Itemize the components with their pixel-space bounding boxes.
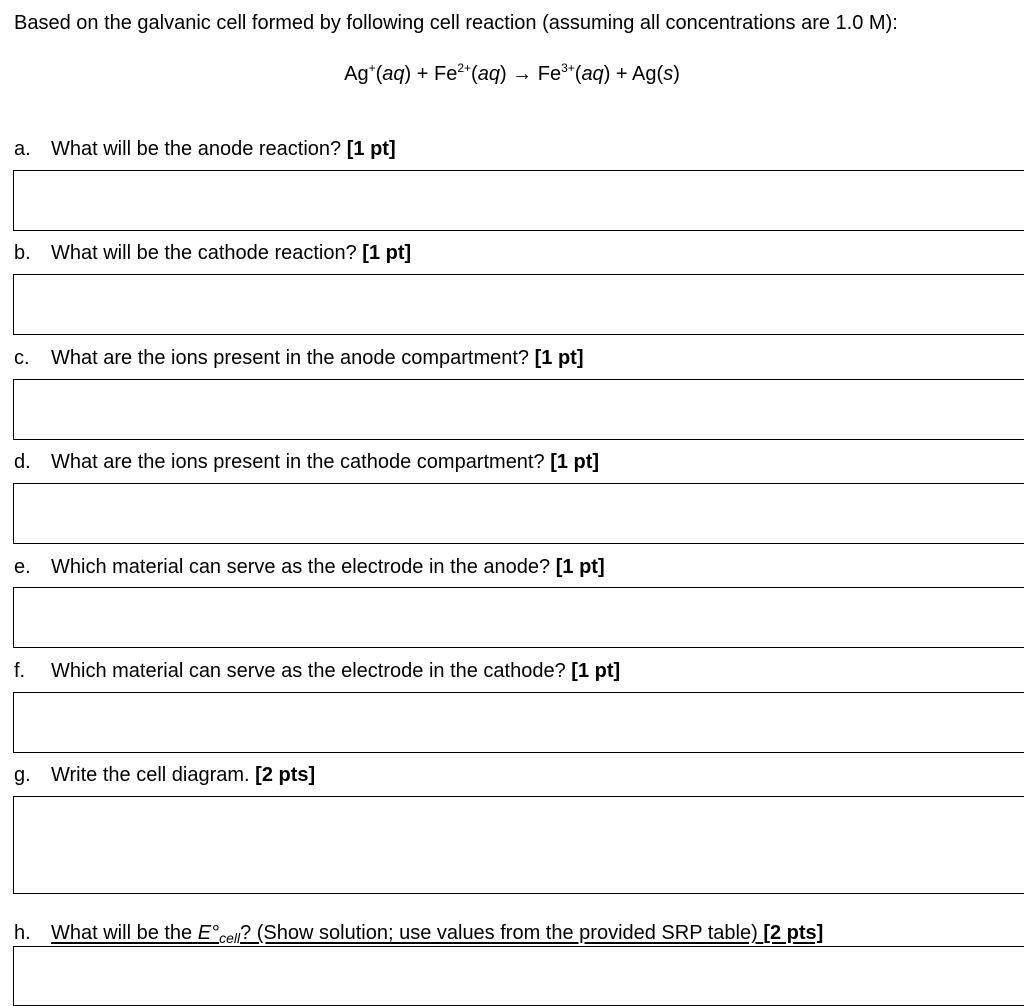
intro-text: Based on the galvanic cell formed by following cell reaction (assuming all concentrations are 1.0 M): xyxy=(14,12,898,34)
answer-box-e[interactable] xyxy=(13,587,1024,648)
answer-box-f[interactable] xyxy=(13,692,1024,753)
question-text-after: ? (Show solution; use values from the provided SRP table) xyxy=(240,922,758,944)
reactant-ag-charge: + xyxy=(368,61,376,75)
question-letter: c. xyxy=(14,347,30,369)
product-fe: Fe xyxy=(537,63,562,85)
answer-box-g[interactable] xyxy=(13,796,1024,894)
answer-box-c[interactable] xyxy=(13,379,1024,440)
question-letter: b. xyxy=(14,242,31,264)
question-b xyxy=(14,240,411,266)
question-points: [1 pt] xyxy=(571,660,621,682)
question-points: [1 pt] xyxy=(362,242,412,264)
cell-reaction-equation: $Ag^+(aq) + Fe^{2+}(aq) \to Fe^{3+}(aq) + Ag(s)$ xyxy=(344,61,680,85)
question-letter: a. xyxy=(14,138,31,160)
reactant-fe-state: aq xyxy=(477,63,500,85)
e-cell-symbol: E° xyxy=(197,922,220,944)
question-points: [1 pt] xyxy=(534,347,584,369)
question-points: [2 pts] xyxy=(763,922,824,944)
question-letter: h. xyxy=(14,922,31,944)
e-cell-subscript: cell xyxy=(219,930,241,946)
answer-box-a[interactable] xyxy=(13,170,1024,231)
product-fe-charge: 3+ xyxy=(561,61,575,75)
question-text-before: What will be the xyxy=(51,922,193,944)
reactant-ag: Ag xyxy=(344,63,369,85)
question-d xyxy=(14,449,599,475)
question-points: [1 pt] xyxy=(346,138,396,160)
reactant-fe: Fe xyxy=(434,63,458,85)
question-text: What will be the anode reaction? xyxy=(51,138,342,160)
product-ag-state: s xyxy=(663,63,674,85)
question-text: What are the ions present in the anode compartment? xyxy=(51,347,530,369)
question-letter: f. xyxy=(14,660,26,682)
question-points: [1 pt] xyxy=(555,556,605,578)
product-fe-state: aq xyxy=(581,63,604,85)
question-text: Which material can serve as the electrode in the anode? xyxy=(51,556,551,578)
question-text: Which material can serve as the electrode in the cathode? xyxy=(51,660,566,682)
reactant-fe-charge: 2+ xyxy=(457,61,472,75)
question-letter: g. xyxy=(14,764,31,786)
question-text: What are the ions present in the cathode compartment? xyxy=(51,451,545,473)
question-points: [1 pt] xyxy=(550,451,600,473)
answer-box-d[interactable] xyxy=(13,483,1024,544)
reactant-ag-state: aq xyxy=(382,63,405,85)
question-points: [2 pts] xyxy=(255,764,316,786)
question-letter: d. xyxy=(14,451,31,473)
question-g xyxy=(14,762,315,788)
plus-sign-1: + xyxy=(416,63,429,85)
answer-box-h[interactable] xyxy=(13,946,1024,1006)
reaction-arrow: → xyxy=(512,63,533,85)
product-ag: Ag xyxy=(632,63,657,85)
question-text: Write the cell diagram. xyxy=(51,764,250,786)
question-letter: e. xyxy=(14,556,31,578)
question-e xyxy=(14,554,605,580)
question-a xyxy=(14,136,396,162)
question-text: What will be the cathode reaction? xyxy=(51,242,357,264)
plus-sign-2: + xyxy=(615,63,628,85)
question-c xyxy=(14,345,584,371)
answer-box-b[interactable] xyxy=(13,274,1024,335)
question-f xyxy=(14,658,620,684)
